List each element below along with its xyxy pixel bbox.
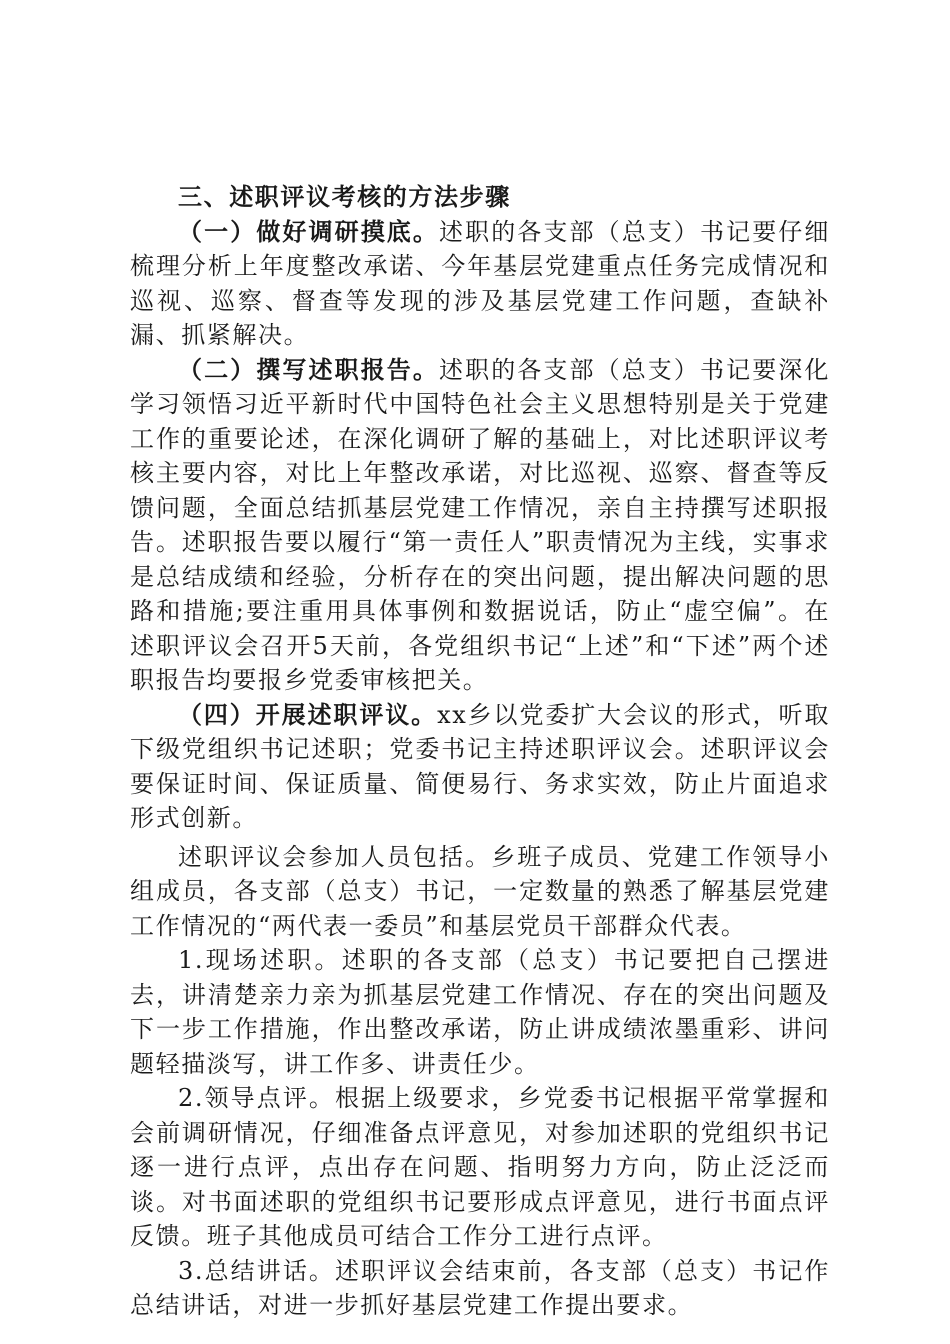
paragraph-leader-comment [130, 1081, 830, 1254]
section-title: 三、述职评议考核的方法步骤 [178, 183, 511, 211]
paragraph-text: 2.领导点评。根据上级要求，乡党委书记根据平常掌握和会前调研情况，仔细准备点评意见，对参加述职的党组织书记逐一进行点评，点出存在问题、指明努力方向，防止泛泛而谈。对书面述职的党组织书记要形成点评意见，进行书面点评反馈。班子其他成员可结合工作分工进行点评。 [130, 1084, 830, 1250]
paragraph-participants [130, 840, 830, 944]
paragraph-text: 1.现场述职。述职的各支部（总支）书记要把自己摆进去，讲清楚亲力亲为抓基层党建工作情况、存在的突出问题及下一步工作措施，作出整改承诺，防止讲成绩浓墨重彩、讲问题轻描淡写，讲工作多、讲责任少。 [130, 946, 830, 1078]
paragraph-text: xx乡以党委扩大会议的形式，听取下级党组织书记述职；党委书记主持述职评议会。述职评议会要保证时间、保证质量、简便易行、务求实效，防止片面追求形式创新。 [130, 700, 831, 832]
paragraph-research [130, 215, 830, 353]
paragraph-text: 述职的各支部（总支）书记要仔细梳理分析上年度整改承诺、今年基层党建重点任务完成情况和巡视、巡察、督查等发现的涉及基层党建工作问题，查缺补漏、抓紧解决。 [130, 217, 830, 349]
paragraph-text: 述职的各支部（总支）书记要深化学习领悟习近平新时代中国特色社会主义思想特别是关于党建工作的重要论述，在深化调研了解的基础上，对比述职评议考核主要内容，对比上年整改承诺，对比巡视、巡察、督查等反馈问题，全面总结抓基层党建工作情况，亲自主持撰写述职报告。述职报告要以履行“第一责任人”职责情况为主线，实事求是总结成绩和经验，分析存在的突出问题，提出解决问题的思路和措施;要注重用具体事例和数据说话，防止“虚空偏”。在述职评议会召开5天前，各党组织书记“上述”和“下述”两个述职报告均要报乡党委审核把关。 [130, 355, 830, 694]
paragraph-onsite-report [130, 943, 830, 1081]
paragraph-summary-speech [130, 1254, 830, 1323]
paragraph-lead: （一）做好调研摸底。 [178, 217, 439, 246]
document-body [130, 180, 830, 1323]
paragraph-review [130, 698, 830, 836]
paragraph-text: 述职评议会参加人员包括。乡班子成员、党建工作领导小组成员，各支部（总支）书记，一定数量的熟悉了解基层党建工作情况的“两代表一委员”和基层党员干部群众代表。 [130, 842, 830, 940]
paragraph-lead: （二）撰写述职报告。 [178, 355, 439, 384]
paragraph-lead: （四）开展述职评议。 [178, 700, 438, 729]
paragraph-report [130, 353, 830, 698]
paragraph-text: 3.总结讲话。述职评议会结束前，各支部（总支）书记作总结讲话，对进一步抓好基层党建工作提出要求。 [130, 1256, 830, 1319]
